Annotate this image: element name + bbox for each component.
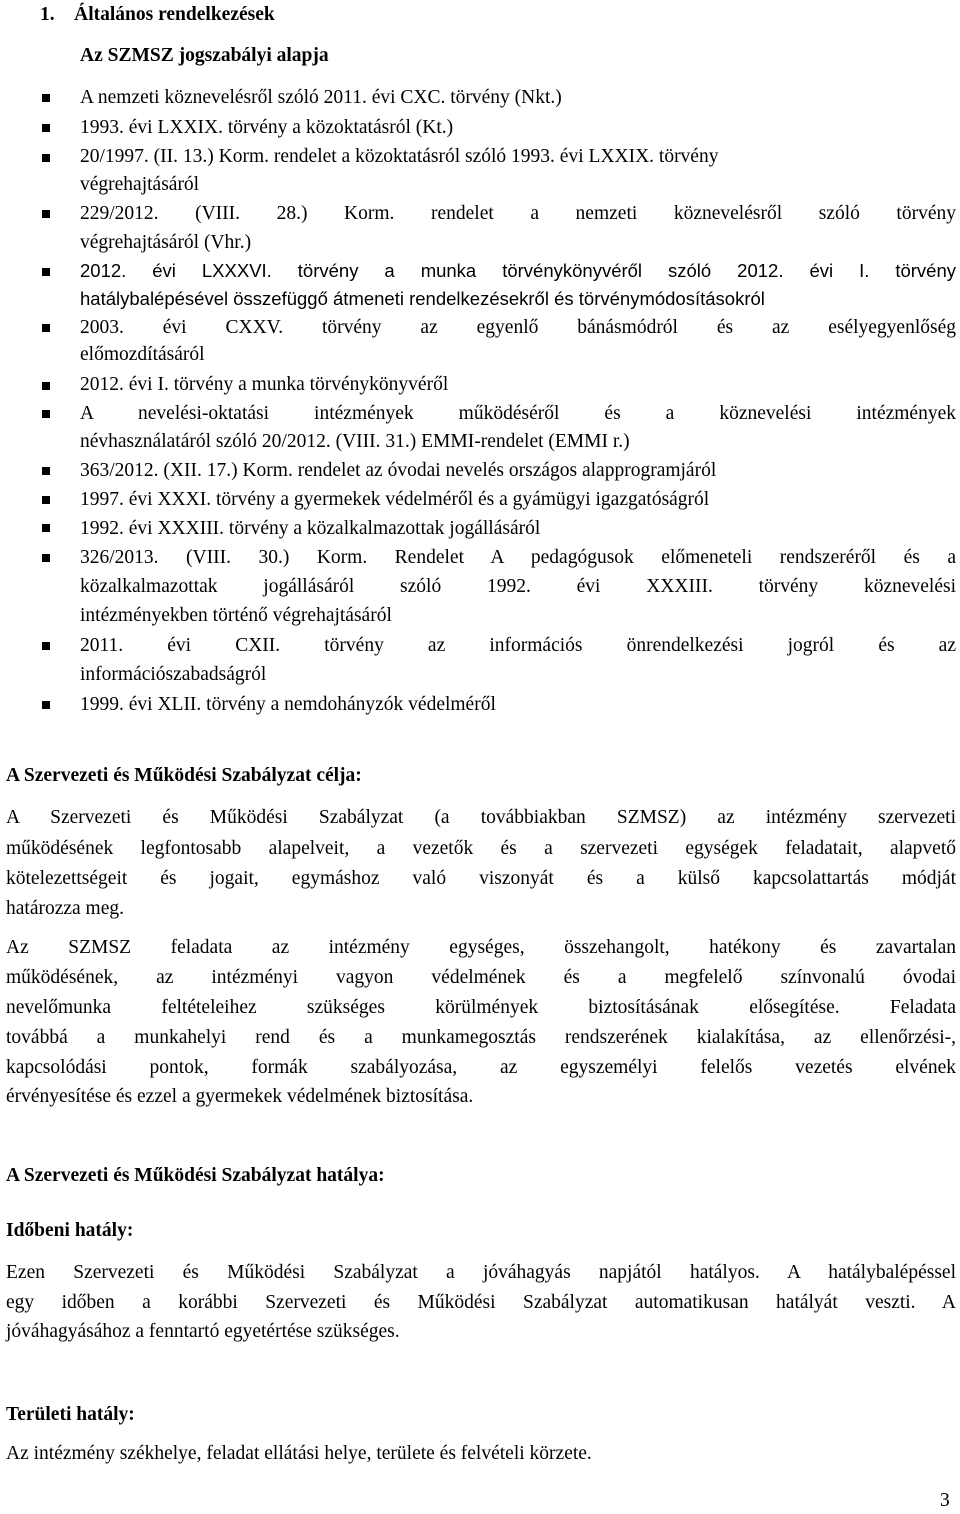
list-item: A nevelési-oktatási intézmények működéséről és a köznevelési intézmények: [80, 403, 956, 424]
bullet-icon: [42, 410, 50, 418]
bullet-icon: [42, 642, 50, 650]
paragraph-line: Az SZMSZ feladata az intézmény egységes, összehangolt, hatékony és zavartalan: [6, 937, 956, 958]
paragraph-line: A Szervezeti és Működési Szabályzat (a továbbiakban SZMSZ) az intézmény szervezeti: [6, 807, 956, 828]
paragraph-line: nevelőmunka feltételeihez szükséges körülmények biztosításának elősegítése. Feladata: [6, 997, 956, 1018]
paragraph-line: határozza meg.: [6, 898, 125, 919]
list-item-continuation: hatálybalépésével összefüggő átmeneti rendelkezésekről és törvénymódosításokról: [80, 288, 765, 309]
section-heading: 1. Általános rendelkezések: [40, 4, 275, 25]
territorial-scope-text: Az intézmény székhelye, feladat ellátási helye, területe és felvételi körzete.: [6, 1443, 592, 1464]
territorial-scope-heading: Területi hatály:: [6, 1404, 135, 1425]
list-item: 1997. évi XXXI. törvény a gyermekek védelméről és a gyámügyi igazgatóságról: [80, 489, 710, 510]
paragraph-line: érvényesítése és ezzel a gyermekek védelmének biztosítása.: [6, 1086, 474, 1107]
purpose-heading: A Szervezeti és Működési Szabályzat célja:: [6, 765, 362, 786]
list-item-continuation: névhasználatáról szóló 20/2012. (VIII. 31.) EMMI-rendelet (EMMI r.): [80, 431, 630, 452]
bullet-icon: [42, 382, 50, 390]
bullet-icon: [42, 268, 50, 276]
subheading-legal-basis: Az SZMSZ jogszabályi alapja: [80, 45, 329, 66]
scope-heading: A Szervezeti és Működési Szabályzat hatálya:: [6, 1165, 385, 1186]
page-number: 3: [940, 1490, 950, 1511]
list-item-continuation: végrehajtásáról (Vhr.): [80, 232, 252, 253]
bullet-icon: [42, 124, 50, 132]
bullet-icon: [42, 524, 50, 532]
bullet-icon: [42, 554, 50, 562]
list-item: 2011. évi CXII. törvény az információs önrendelkezési jogról és az: [80, 635, 956, 656]
bullet-icon: [42, 210, 50, 218]
list-item-continuation: végrehajtásáról: [80, 174, 200, 195]
list-item: 1999. évi XLII. törvény a nemdohányzók védelméről: [80, 694, 496, 715]
bullet-icon: [42, 324, 50, 332]
paragraph-line: kapcsolódási pontok, formák szabályozása, az egyszemélyi felelős vezetés elvének: [6, 1057, 956, 1078]
list-item: 363/2012. (XII. 17.) Korm. rendelet az óvodai nevelés országos alapprogramjáról: [80, 460, 717, 481]
bullet-icon: [42, 701, 50, 709]
list-item: 326/2013. (VIII. 30.) Korm. Rendelet A pedagógusok előmeneteli rendszeréről és a: [80, 547, 956, 568]
list-item-continuation: intézményekben történő végrehajtásáról: [80, 605, 392, 626]
list-item: 1993. évi LXXIX. törvény a közoktatásról (Kt.): [80, 117, 454, 138]
list-item-continuation: előmozdításáról: [80, 344, 205, 365]
list-item: 20/1997. (II. 13.) Korm. rendelet a közoktatásról szóló 1993. évi LXXIX. törvény: [80, 146, 719, 167]
bullet-icon: [42, 154, 50, 162]
list-item-continuation: információszabadságról: [80, 664, 267, 685]
list-item: 1992. évi XXXIII. törvény a közalkalmazottak jogállásáról: [80, 518, 541, 539]
paragraph-line: működésének, az intézményi vagyon védelmének és a megfelelő színvonalú óvodai: [6, 967, 956, 988]
temporal-scope-heading: Időbeni hatály:: [6, 1220, 134, 1241]
paragraph-line: kötelezettségeit és jogait, egymáshoz való viszonyát és a külső kapcsolattartás módját: [6, 868, 956, 889]
list-item: 2003. évi CXXV. törvény az egyenlő bánásmódról és az esélyegyenlőség: [80, 317, 956, 338]
list-item: 2012. évi LXXXVI. törvény a munka törvénykönyvéről szóló 2012. évi I. törvény: [80, 260, 956, 281]
paragraph-line: Ezen Szervezeti és Működési Szabályzat a jóváhagyás napjától hatályos. A hatálybalépéssel: [6, 1262, 956, 1283]
list-item: 2012. évi I. törvény a munka törvénykönyvéről: [80, 374, 449, 395]
paragraph-line: működésének legfontosabb alapelveit, a vezetők és a szervezeti egységek feladatait, alapvető: [6, 838, 956, 859]
bullet-icon: [42, 467, 50, 475]
list-item: A nemzeti köznevelésről szóló 2011. évi CXC. törvény (Nkt.): [80, 87, 562, 108]
bullet-icon: [42, 496, 50, 504]
bullet-icon: [42, 94, 50, 102]
paragraph-line: egy időben a korábbi Szervezeti és Működési Szabályzat automatikusan hatályát veszti. A: [6, 1292, 956, 1313]
list-item-continuation: közalkalmazottak jogállásáról szóló 1992. évi XXXIII. törvény köznevelési: [80, 576, 956, 597]
paragraph-line: jóváhagyásához a fenntartó egyetértése szükséges.: [6, 1321, 400, 1342]
list-item: 229/2012. (VIII. 28.) Korm. rendelet a nemzeti köznevelésről szóló törvény: [80, 203, 956, 224]
paragraph-line: továbbá a munkahelyi rend és a munkamegosztás rendszerének kialakítása, az ellenőrzési-,: [6, 1027, 956, 1048]
